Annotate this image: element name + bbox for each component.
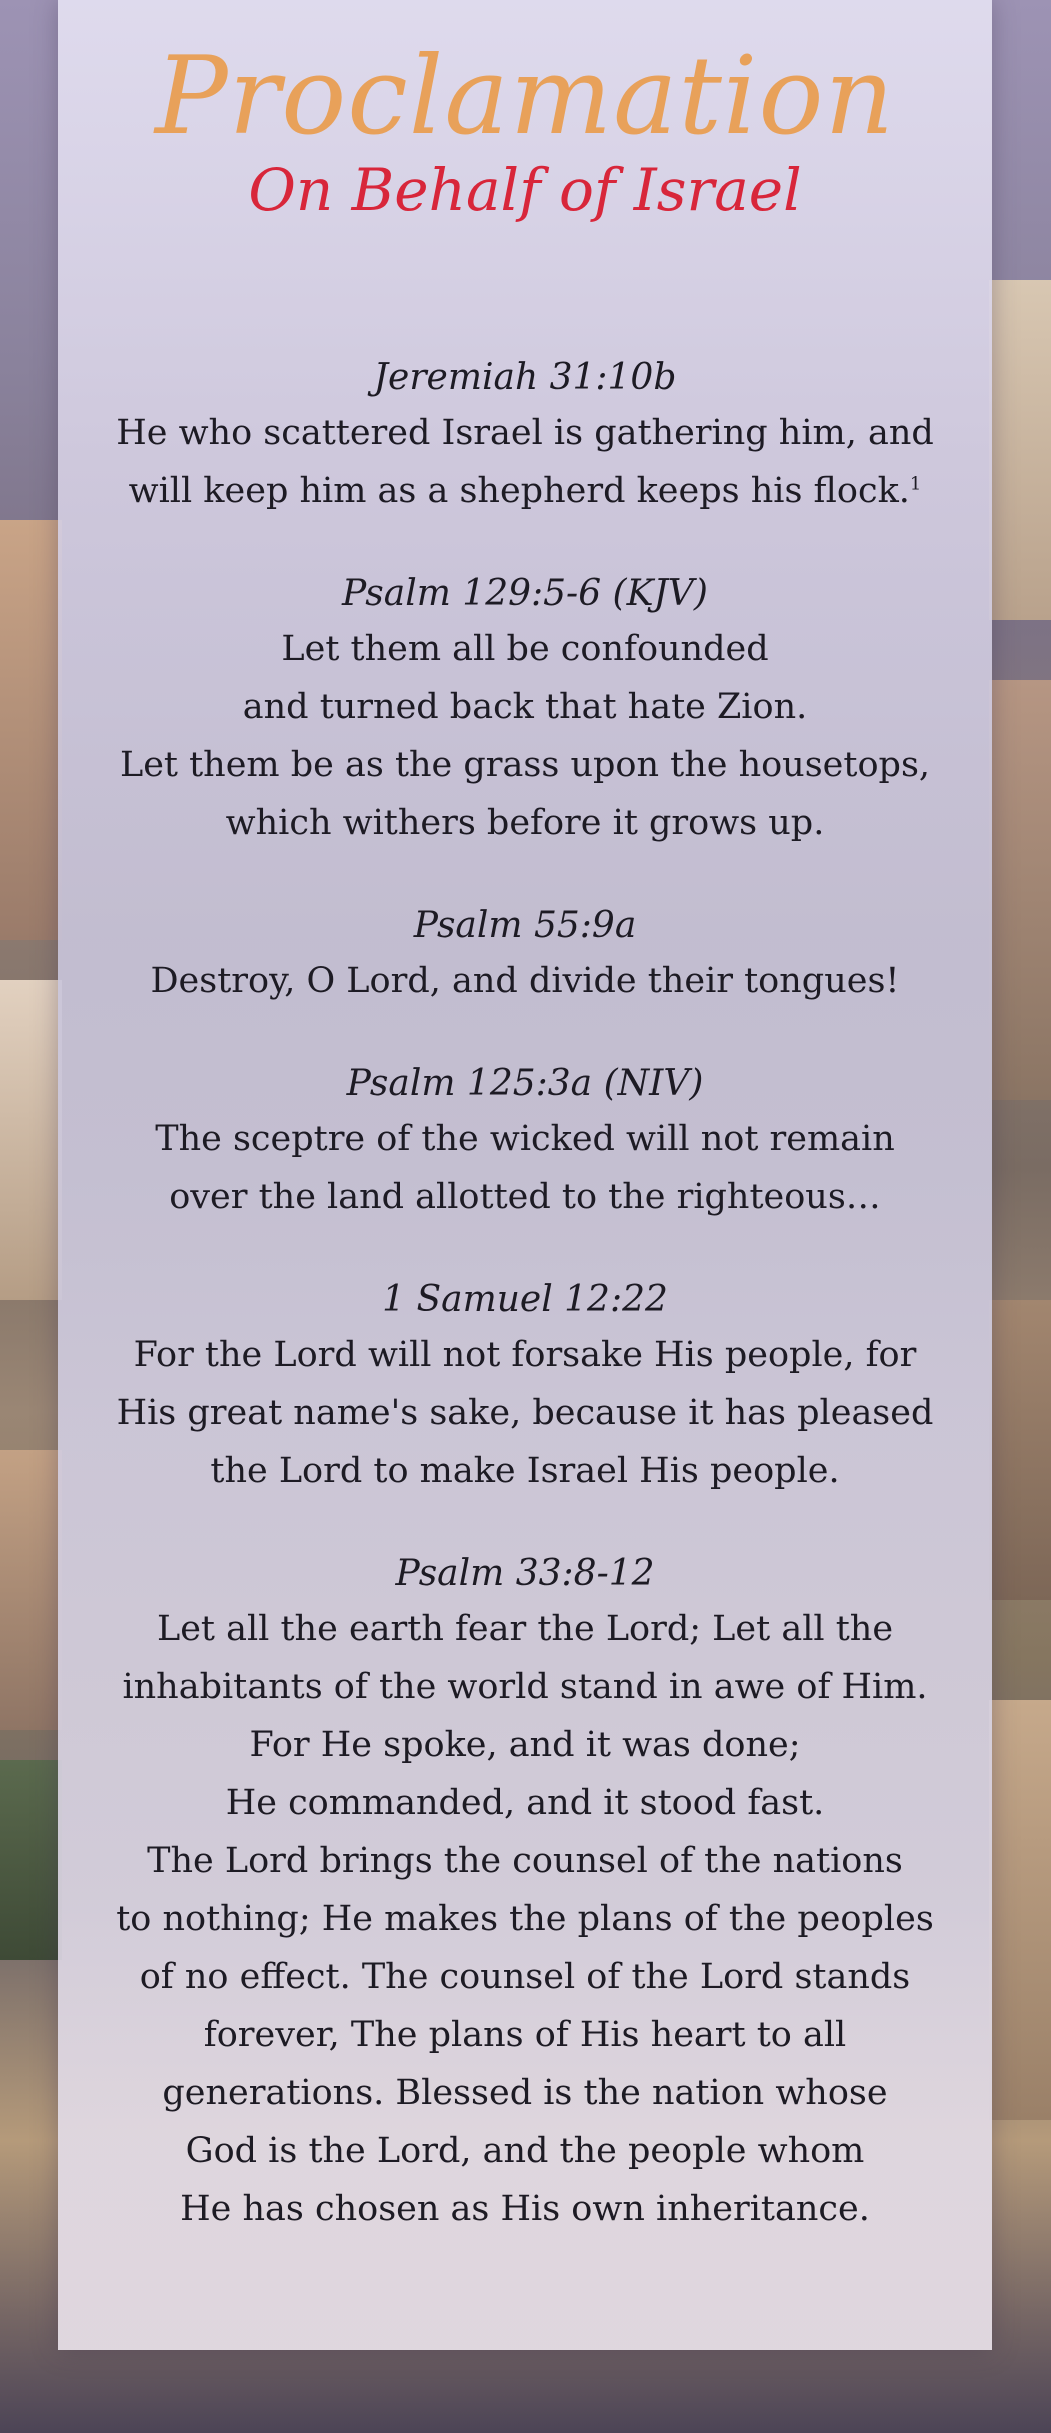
passage — [58, 1274, 992, 1500]
passage — [58, 352, 992, 520]
passage-text-body: He who scattered Israel is gathering him, and will keep him as a shepherd keeps his flock. — [116, 413, 934, 511]
passage-reference: Psalm 129:5-6 (KJV) — [342, 573, 708, 614]
page-subtitle: On Behalf of Israel — [248, 156, 802, 225]
passage-reference: Psalm 33:8-12 — [395, 1553, 655, 1594]
passage — [58, 900, 992, 1010]
passage-text — [58, 404, 992, 520]
passage-reference: Psalm 55:9a — [413, 905, 637, 946]
passage-reference: 1 Samuel 12:22 — [382, 1279, 668, 1320]
background-building — [0, 1450, 62, 1730]
passage-text: Destroy, O Lord, and divide their tongues! — [150, 961, 900, 1001]
background-tower — [989, 280, 1051, 620]
passage — [58, 1548, 992, 2238]
passage-text: The sceptre of the wicked will not remain over the land allotted to the righteous… — [155, 1119, 895, 1217]
background-building — [989, 1300, 1051, 1600]
header — [58, 34, 992, 225]
passage-reference: Psalm 125:3a (NIV) — [346, 1063, 704, 1104]
page-title: Proclamation — [154, 34, 896, 159]
background-building — [989, 680, 1051, 1100]
background-trees — [0, 1760, 62, 1960]
passage — [58, 1058, 992, 1226]
passage-reference: Jeremiah 31:10b — [373, 357, 677, 398]
passage-text: Let all the earth fear the Lord; Let all the inhabitants of the world stand in awe of Him. For He spoke, and it was done; He commanded, and it stood fast. The Lord brings the counsel of the nations to nothing; He makes the plans of the peoples of no effect. The counsel of the Lord stands forever, The plans of His heart to all generations. Blessed is the nation whose God is the Lord, and the people whom He has chosen as His own inheritance. — [116, 1609, 934, 2229]
background-building — [0, 980, 62, 1300]
passage-text: For the Lord will not forsake His people, for His great name's sake, because it has pleased the Lord to make Israel His people. — [116, 1335, 934, 1491]
background-building — [0, 520, 62, 940]
background-building — [989, 1700, 1051, 2120]
footnote-marker: 1 — [909, 473, 922, 495]
passage — [58, 568, 992, 852]
passage-text: Let them all be confounded and turned back that hate Zion. Let them be as the grass upon the housetops, which withers before it grows up. — [119, 629, 931, 843]
passage-list — [58, 352, 992, 2286]
